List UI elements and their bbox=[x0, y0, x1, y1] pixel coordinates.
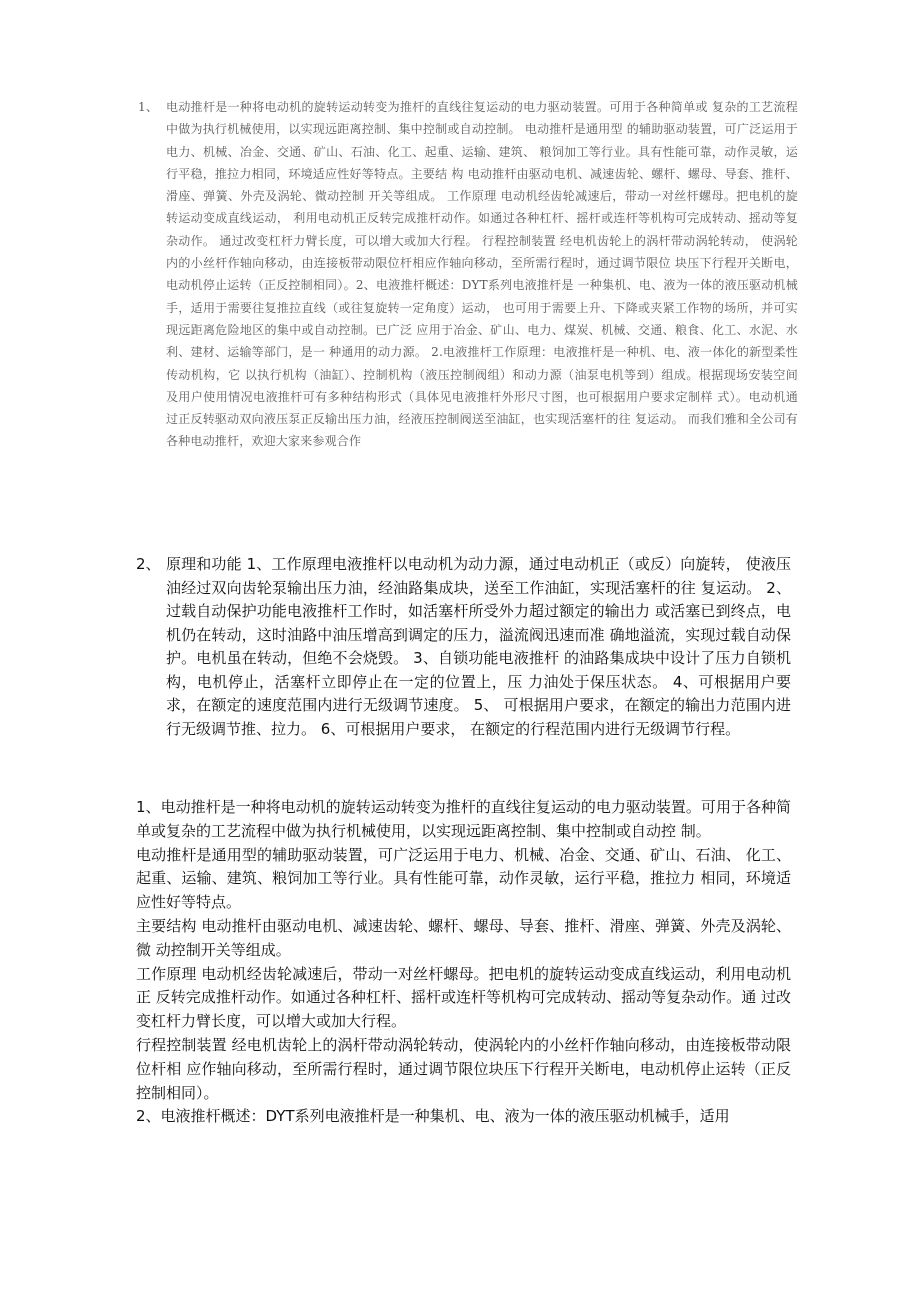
section-1-paragraph: 电动推杆是一种将电动机的旋转运动转变为推杆的直线往复运动的电力驱动装置。可用于各种简单或 复杂的工艺流程中做为执行机械使用，以实现远距离控制、集中控制或自动控制。 电动推杆是通用型 的辅助驱动装置，可广泛运用于电力、机械、冶金、交通、矿山、石油、化工、起重、运输、建筑、 粮饲加工等行业。具有性能可靠，动作灵敏，运行平稳，推拉力相同，环境适应性好等特点。主要结 构 电动推杆由驱动电机、减速齿轮、螺杆、螺母、导套、推杆、滑座、弹簧、外壳及涡轮、微动控制 开关等组成。 工作原理 电动机经齿轮减速后，带动一对丝杆螺母。把电机的旋转运动变成直线运动， 利用电动机正反转完成推杆动作。如通过各种杠杆、摇杆或连杆等机构可完成转动、摇动等复杂动作。 通过改变杠杆力臂长度，可以增大或加大行程。 行程控制装置 经电机齿轮上的涡杆带动涡轮转动， 使涡轮内的小丝杆作轴向移动，由连接板带动限位杆相应作轴向移动，至所需行程时，通过调节限位 块压下行程开关断电，电动机停止运转（正反控制相同）。2、电液推杆概述：DYT系列电液推杆是 一种集机、电、液为一体的液压驱动机械手，适用于需要往复推拉直线（或往复旋转一定角度）运动， 也可用于需要上升、下降或夹紧工作物的场所，并可实现远距离危险地区的集中或自动控制。已广泛 应用于冶金、矿山、电力、煤炭、机械、交通、粮食、化工、水泥、水利、建材、运输等部门，是一 种通用的动力源。 2.电液推杆工作原理：电液推杆是一种机、电、液一体化的新型柔性传动机构，它 以执行机构（油缸）、控制机构（液压控制阀组）和动力源（油泵电机等到）组成。根据现场安装空间 及用户使用情况电液推杆可有多种结构形式（具体见电液推杆外形尺寸图，也可根据用户要求定制样 式）。电动机通过正反转驱动双向液压泵正反输出压力油，经液压控制阀送至油缸，也实现活塞杆的往 复运动。 而我们雅和全公司有各种电动推杆，欢迎大家来参观合作 bbox=[166, 100, 798, 449]
section-3-paragraph-structure: 主要结构 电动推杆由驱动电机、减速齿轮、螺杆、螺母、导套、推杆、滑座、弹簧、外壳及涡轮、微 动控制开关等组成。 bbox=[136, 916, 791, 959]
section-3 bbox=[136, 796, 791, 1129]
section-2-paragraph: 原理和功能 1、工作原理电液推杆以电动机为动力源，通过电动机正（或反）向旋转， 使液压油经过双向齿轮泵输出压力油，经油路集成块，送至工作油缸，实现活塞杆的往 复运动。 2、过载自动保护功能电液推杆工作时，如活塞杆所受外力超过额定的输出力 或活塞已到终点，电机仍在转动，这时油路中油压增高到调定的压力，溢流阀迅速而准 确地溢流，实现过载自动保护。电机虽在转动，但绝不会烧毁。 3、自锁功能电液推杆 的油路集成块中设计了压力自锁机构，电机停止，活塞杆立即停止在一定的位置上，压 力油处于保压状态。 4、可根据用户要求，在额定的速度范围内进行无级调节速度。 5、 可根据用户要求，在额定的输出力范围内进行无级调节推、拉力。 6、可根据用户要求， 在额定的行程范围内进行无级调节行程。 bbox=[166, 555, 791, 738]
section-3-paragraph-applications: 电动推杆是通用型的辅助驱动装置，可广泛运用于电力、机械、冶金、交通、矿山、石油、 化工、起重、运输、建筑、粮饲加工等行业。具有性能可靠，动作灵敏，运行平稳，推拉力 相同，环境适应性好等特点。 bbox=[136, 845, 791, 912]
section-3-paragraph-intro: 1、电动推杆是一种将电动机的旋转运动转变为推杆的直线往复运动的电力驱动装置。可用于各种简单或复杂的工艺流程中做为执行机械使用，以实现远距离控制、集中控制或自动控 制。 bbox=[136, 798, 791, 840]
section-1-number: 1、 bbox=[138, 100, 159, 114]
section-1 bbox=[138, 96, 798, 453]
section-3-paragraph-overview: 2、电液推杆概述：DYT系列电液推杆是一种集机、电、液为一体的液压驱动机械手，适用 bbox=[136, 1107, 730, 1126]
section-2-number: 2、 bbox=[136, 555, 161, 573]
section-3-paragraph-stroke-control: 行程控制装置 经电机齿轮上的涡杆带动涡轮转动，使涡轮内的小丝杆作轴向移动，由连接板带动限位杆相 应作轴向移动，至所需行程时，通过调节限位块压下行程开关断电，电动机停止运转（正反 控制相同）。 bbox=[136, 1035, 791, 1102]
section-2 bbox=[136, 553, 791, 741]
section-3-paragraph-principle: 工作原理 电动机经齿轮减速后，带动一对丝杆螺母。把电机的旋转运动变成直线运动，利用电动机正 反转完成推杆动作。如通过各种杠杆、摇杆或连杆等机构可完成转动、摇动等复杂动作。通 过改变杠杆力臂长度，可以增大或加大行程。 bbox=[136, 964, 791, 1031]
